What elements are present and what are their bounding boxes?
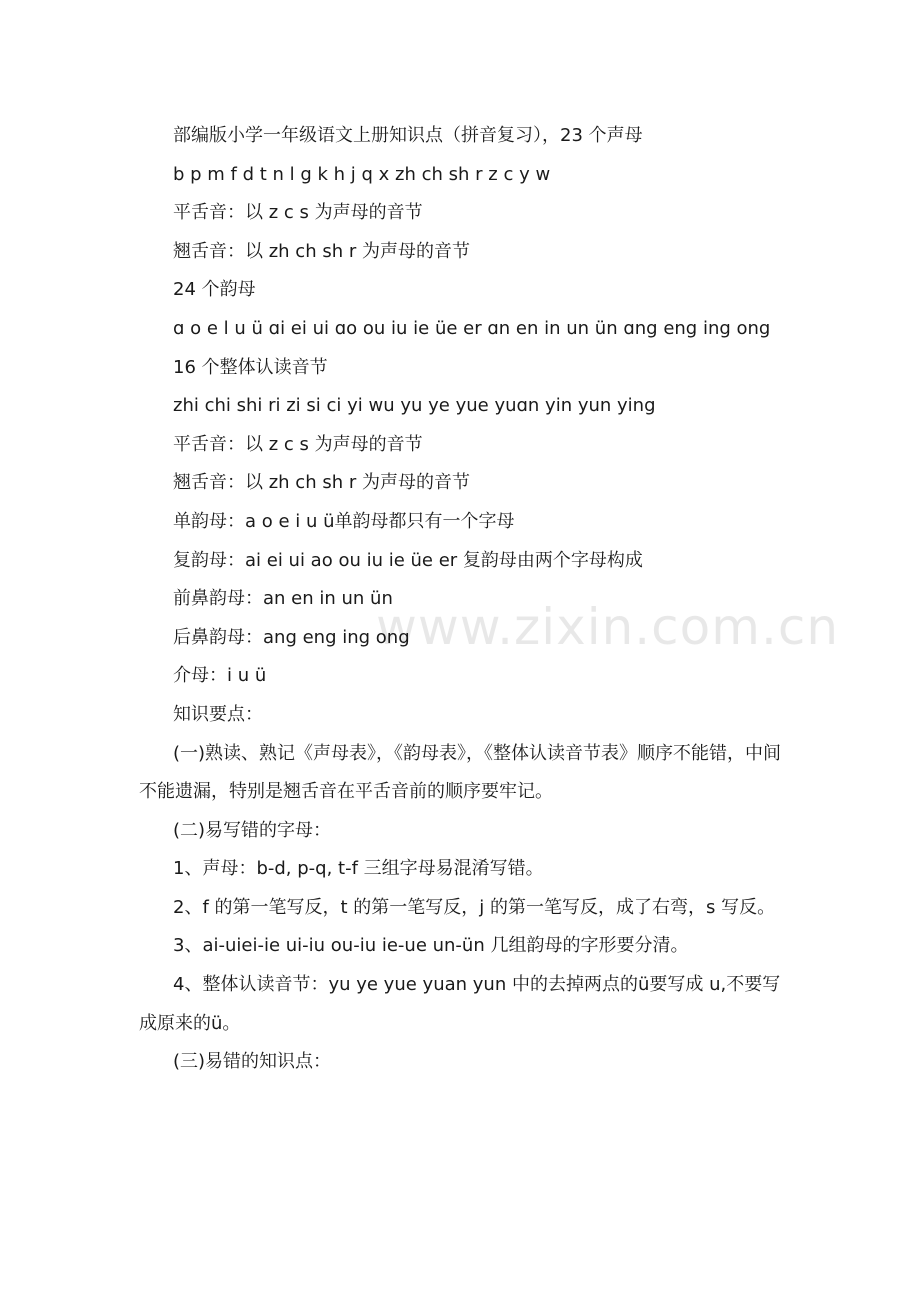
dan-yunmu-line: 单韵母：a o e i u ü单韵母都只有一个字母 xyxy=(173,510,515,532)
document-body xyxy=(139,117,794,1082)
point-three-heading: (三)易错的知识点： xyxy=(173,1051,332,1073)
qianbi-yunmu-line: 前鼻韵母：an en in un ün xyxy=(173,588,393,610)
zhengti-list: zhi chi shi ri zi si ci yi wu yu ye yue yuɑn yin yun ying xyxy=(173,395,656,417)
houbi-yunmu-line: 后鼻韵母：ang eng ing ong xyxy=(173,626,410,648)
yunmu-heading: 24 个韵母 xyxy=(173,279,256,301)
point-two-heading: (二)易写错的字母： xyxy=(173,819,332,841)
key-points-heading: 知识要点： xyxy=(173,703,263,725)
qiaoshe-line-2: 翘舌音：以 zh ch sh r 为声母的音节 xyxy=(173,472,470,494)
point-two-item-1: 1、声母：b-d, p-q, t-f 三组字母易混淆写错。 xyxy=(173,858,544,880)
pingshe-line-2: 平舌音：以 z c s 为声母的音节 xyxy=(173,433,423,455)
title-line: 部编版小学一年级语文上册知识点（拼音复习），23 个声母 xyxy=(173,125,643,146)
qiaoshe-line: 翘舌音：以 zh ch sh r 为声母的音节 xyxy=(173,240,470,262)
point-two-item-2: 2、f 的第一笔写反，t 的第一笔写反，j 的第一笔写反，成了右弯，s 写反。 xyxy=(173,896,776,918)
point-two-item-3: 3、ai-uiei-ie ui-iu ou-iu ie-ue un-ün 几组韵母的字形要分清。 xyxy=(173,935,689,957)
zhengti-heading: 16 个整体认读音节 xyxy=(173,356,328,378)
point-one-paragraph: (一)熟读、熟记《声母表》，《韵母表》，《整体认读音节表》顺序不能错，中间不能遗漏，特别是翘舌音在平舌音前的顺序要牢记。 xyxy=(139,742,782,803)
jiemu-line: 介母：i u ü xyxy=(173,665,267,687)
watermark-text: www.zixin.com.cn xyxy=(376,598,840,656)
yunmu-list: ɑ o e l u ü ɑi ei ui ɑo ou iu ie üe er ɑn en in un ün ɑng eng ing ong xyxy=(173,317,771,339)
fu-yunmu-line: 复韵母：ai ei ui ao ou iu ie üe er 复韵母由两个字母构成 xyxy=(173,549,643,571)
shengmu-list: b p m f d t n l g k h j q x zh ch sh r z c y w xyxy=(173,163,551,185)
pingshe-line: 平舌音：以 z c s 为声母的音节 xyxy=(173,202,423,224)
point-two-item-4: 4、整体认读音节：yu ye yue yuan yun 中的去掉两点的ü要写成 u,不要写成原来的ü。 xyxy=(139,974,781,1034)
